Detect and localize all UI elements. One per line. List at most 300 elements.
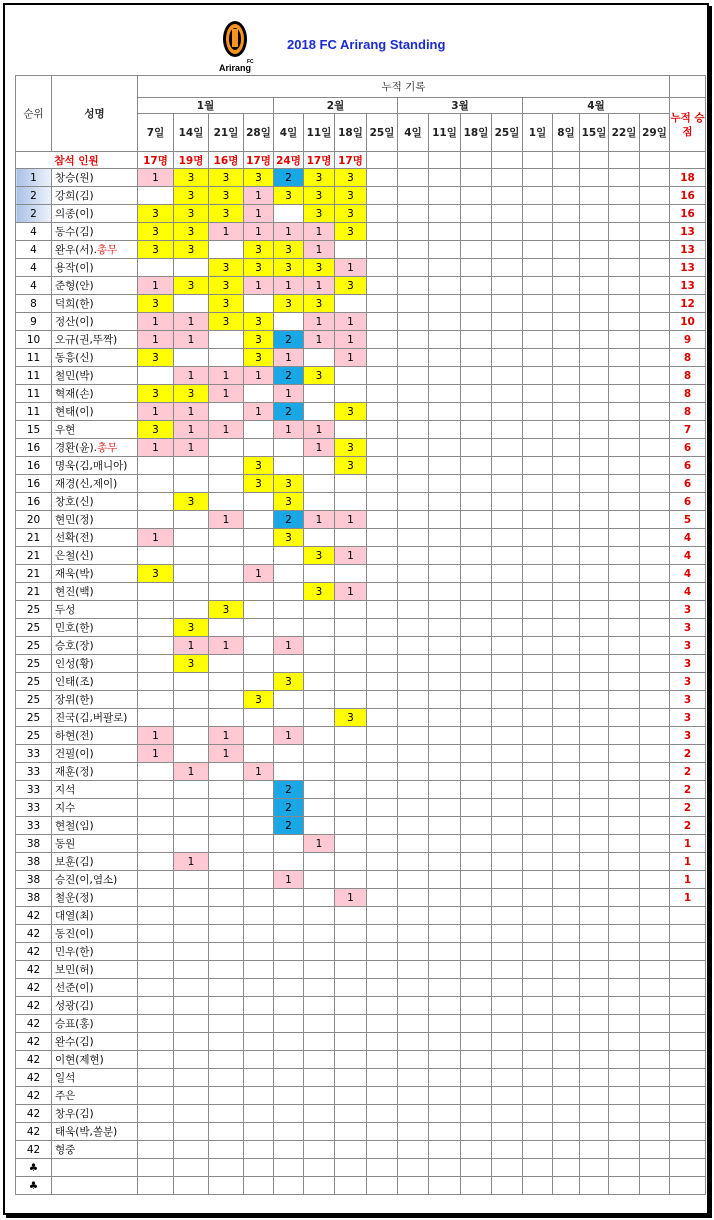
standings-table [15, 75, 706, 1195]
score-cell [367, 313, 398, 331]
score-cell [609, 493, 640, 511]
score-cell [492, 1069, 523, 1087]
score-cell [274, 1159, 304, 1177]
name-cell [52, 943, 138, 961]
score-cell [580, 673, 609, 691]
score-cell [244, 1141, 274, 1159]
score-cell [304, 745, 335, 763]
score-cell [429, 691, 461, 709]
score-cell [209, 907, 244, 925]
score-cell [274, 1087, 304, 1105]
attendance-count [609, 152, 640, 169]
score-cell [580, 475, 609, 493]
table-row [16, 313, 706, 331]
table-row [16, 385, 706, 403]
score-cell [523, 1087, 553, 1105]
score-cell: 1 [274, 277, 304, 295]
score-cell [492, 241, 523, 259]
score-cell [553, 1105, 580, 1123]
score-cell [609, 655, 640, 673]
score-cell [398, 979, 429, 997]
score-cell [609, 1015, 640, 1033]
total-cell: 13 [670, 223, 706, 241]
score-cell [523, 1051, 553, 1069]
score-cell: 1 [335, 331, 367, 349]
score-cell [367, 637, 398, 655]
score-cell [429, 475, 461, 493]
score-cell [304, 1177, 335, 1195]
score-cell [461, 745, 492, 763]
score-cell: 1 [304, 511, 335, 529]
score-cell [367, 619, 398, 637]
player-name: 창우(김) [55, 1108, 94, 1120]
player-name: 보민(허) [55, 964, 94, 976]
score-cell: 3 [244, 169, 274, 187]
rank-cell: 38 [16, 853, 52, 871]
total-cell: 16 [670, 187, 706, 205]
logo-sub-text: FC [247, 59, 254, 65]
score-cell: 3 [209, 205, 244, 223]
score-cell [209, 457, 244, 475]
month-header: 3월 [398, 98, 523, 114]
score-cell [553, 475, 580, 493]
attendance-count: 19명 [174, 152, 209, 169]
table-row [16, 1033, 706, 1051]
score-cell [640, 691, 670, 709]
score-cell: 1 [335, 259, 367, 277]
attendance-count [492, 152, 523, 169]
score-cell [274, 1177, 304, 1195]
total-cell: 6 [670, 457, 706, 475]
score-cell [492, 1033, 523, 1051]
score-cell [492, 1141, 523, 1159]
name-cell [52, 691, 138, 709]
score-cell [553, 817, 580, 835]
score-cell [335, 1015, 367, 1033]
rank-cell: 9 [16, 313, 52, 331]
table-row [16, 169, 706, 187]
player-name: 승진(이,염소) [55, 874, 118, 886]
score-cell [174, 565, 209, 583]
score-cell [492, 169, 523, 187]
player-name: 주은 [55, 1090, 76, 1102]
score-cell [429, 259, 461, 277]
table-row [16, 457, 706, 475]
score-cell [461, 313, 492, 331]
score-cell [429, 295, 461, 313]
player-name: 대열(최) [55, 910, 94, 922]
score-cell [398, 457, 429, 475]
rank-cell: 16 [16, 439, 52, 457]
score-cell [244, 637, 274, 655]
score-cell [367, 223, 398, 241]
score-cell [367, 835, 398, 853]
score-cell [429, 709, 461, 727]
score-cell [244, 1051, 274, 1069]
rank-cell: 25 [16, 709, 52, 727]
score-cell [274, 763, 304, 781]
total-cell: 3 [670, 637, 706, 655]
score-cell: 3 [304, 295, 335, 313]
score-cell [640, 1051, 670, 1069]
score-cell [429, 979, 461, 997]
rank-cell: 42 [16, 1141, 52, 1159]
score-cell [553, 889, 580, 907]
name-cell [52, 529, 138, 547]
score-cell [335, 475, 367, 493]
score-cell [580, 925, 609, 943]
score-cell [367, 889, 398, 907]
score-cell [523, 619, 553, 637]
score-cell [523, 259, 553, 277]
score-cell [609, 241, 640, 259]
score-cell [244, 1105, 274, 1123]
score-cell [304, 601, 335, 619]
score-cell [367, 1141, 398, 1159]
score-cell [335, 925, 367, 943]
score-cell [492, 1123, 523, 1141]
score-cell [304, 637, 335, 655]
rank-cell: 10 [16, 331, 52, 349]
total-cell: 13 [670, 277, 706, 295]
score-cell [367, 871, 398, 889]
score-cell [209, 673, 244, 691]
total-cell [670, 1087, 706, 1105]
score-cell [209, 997, 244, 1015]
score-cell [580, 781, 609, 799]
score-cell [174, 583, 209, 601]
score-cell [209, 925, 244, 943]
rank-cell: 42 [16, 1087, 52, 1105]
score-cell [367, 547, 398, 565]
score-cell [138, 835, 174, 853]
score-cell: 3 [138, 241, 174, 259]
score-cell [609, 943, 640, 961]
rank-cell: 38 [16, 871, 52, 889]
score-cell [609, 889, 640, 907]
score-cell: 3 [138, 421, 174, 439]
score-cell [398, 889, 429, 907]
rank-cell: 25 [16, 727, 52, 745]
score-cell [304, 943, 335, 961]
score-cell: 1 [138, 277, 174, 295]
score-cell [209, 493, 244, 511]
score-cell: 1 [335, 547, 367, 565]
score-cell [367, 511, 398, 529]
attendance-count [580, 152, 609, 169]
rank-cell: 42 [16, 961, 52, 979]
score-cell [209, 979, 244, 997]
score-cell [138, 1015, 174, 1033]
score-cell [461, 1177, 492, 1195]
score-cell [580, 1123, 609, 1141]
score-cell [398, 511, 429, 529]
score-cell [461, 403, 492, 421]
score-cell [523, 187, 553, 205]
score-cell [244, 1069, 274, 1087]
total-cell: 1 [670, 889, 706, 907]
score-cell [461, 547, 492, 565]
score-cell [138, 457, 174, 475]
score-cell [138, 1159, 174, 1177]
table-row [16, 1087, 706, 1105]
attendance-count [367, 152, 398, 169]
score-cell [461, 1123, 492, 1141]
score-cell [398, 547, 429, 565]
score-cell [640, 781, 670, 799]
score-cell: 3 [335, 403, 367, 421]
total-cell: 3 [670, 709, 706, 727]
score-cell [523, 817, 553, 835]
score-cell [640, 529, 670, 547]
table-row [16, 961, 706, 979]
score-cell [398, 403, 429, 421]
score-cell [335, 1051, 367, 1069]
table-row [16, 691, 706, 709]
rank-cell: 33 [16, 763, 52, 781]
player-name: 민호(한) [55, 622, 94, 634]
score-cell [244, 907, 274, 925]
score-cell [640, 1123, 670, 1141]
score-cell: 3 [335, 457, 367, 475]
score-cell: 1 [209, 385, 244, 403]
score-cell [398, 637, 429, 655]
total-cell: 6 [670, 493, 706, 511]
score-cell [174, 817, 209, 835]
score-cell: 3 [138, 349, 174, 367]
score-cell [553, 259, 580, 277]
player-name: 의종(이) [55, 208, 94, 220]
score-cell [640, 709, 670, 727]
name-cell [52, 709, 138, 727]
score-cell [523, 799, 553, 817]
score-cell [609, 997, 640, 1015]
score-cell [274, 961, 304, 979]
day-header: 11일 [304, 114, 335, 152]
score-cell [429, 421, 461, 439]
total-cell [670, 1123, 706, 1141]
score-cell [274, 1123, 304, 1141]
score-cell [640, 565, 670, 583]
score-cell: 3 [209, 313, 244, 331]
score-cell [580, 619, 609, 637]
score-cell [640, 259, 670, 277]
score-cell [335, 1087, 367, 1105]
score-cell [304, 871, 335, 889]
score-cell [609, 331, 640, 349]
score-cell [609, 259, 640, 277]
score-cell [609, 925, 640, 943]
score-cell [492, 763, 523, 781]
score-cell [244, 529, 274, 547]
score-cell [492, 619, 523, 637]
score-cell [580, 745, 609, 763]
score-cell [492, 961, 523, 979]
score-cell [174, 961, 209, 979]
score-cell: 3 [304, 547, 335, 565]
score-cell [553, 601, 580, 619]
score-cell [553, 1015, 580, 1033]
score-cell [461, 1033, 492, 1051]
score-cell [553, 529, 580, 547]
score-cell: 3 [244, 457, 274, 475]
attendance-count [398, 152, 429, 169]
score-cell [429, 673, 461, 691]
table-row [16, 799, 706, 817]
score-cell [244, 745, 274, 763]
score-cell [398, 529, 429, 547]
score-cell [461, 565, 492, 583]
score-cell: 1 [304, 331, 335, 349]
score-cell [640, 385, 670, 403]
total-cell: 3 [670, 727, 706, 745]
score-cell [461, 331, 492, 349]
score-cell [335, 619, 367, 637]
score-cell [367, 439, 398, 457]
score-cell: 3 [209, 295, 244, 313]
score-cell [640, 727, 670, 745]
score-cell [367, 475, 398, 493]
table-row [16, 853, 706, 871]
score-cell [209, 943, 244, 961]
score-cell: 3 [274, 529, 304, 547]
score-cell [492, 385, 523, 403]
score-cell: 1 [274, 385, 304, 403]
total-cell: 1 [670, 871, 706, 889]
score-cell [209, 655, 244, 673]
score-cell [580, 817, 609, 835]
score-cell [553, 385, 580, 403]
name-header: 성명 [52, 76, 138, 152]
day-header: 25일 [367, 114, 398, 152]
score-cell [174, 871, 209, 889]
rank-cell: 42 [16, 1105, 52, 1123]
score-cell [461, 691, 492, 709]
day-header: 4일 [398, 114, 429, 152]
score-cell [174, 601, 209, 619]
score-cell [609, 1087, 640, 1105]
score-cell [640, 889, 670, 907]
score-cell [640, 763, 670, 781]
score-cell [580, 1015, 609, 1033]
score-cell [640, 349, 670, 367]
rank-cell: ♣ [16, 1177, 52, 1195]
score-cell [523, 655, 553, 673]
score-cell [523, 547, 553, 565]
score-cell [492, 997, 523, 1015]
score-cell [335, 1069, 367, 1087]
score-cell [640, 169, 670, 187]
score-cell [429, 835, 461, 853]
attendance-count: 16명 [209, 152, 244, 169]
score-cell [138, 1123, 174, 1141]
score-cell: 3 [174, 655, 209, 673]
score-cell [174, 727, 209, 745]
score-cell [398, 259, 429, 277]
score-cell [523, 403, 553, 421]
table-row [16, 637, 706, 655]
score-cell [461, 295, 492, 313]
score-cell [335, 295, 367, 313]
score-cell [580, 1087, 609, 1105]
score-cell [553, 727, 580, 745]
score-cell [138, 979, 174, 997]
score-cell [429, 727, 461, 745]
score-cell [640, 583, 670, 601]
score-cell: 3 [304, 367, 335, 385]
attendance-count [429, 152, 461, 169]
score-cell [244, 925, 274, 943]
score-cell [461, 709, 492, 727]
score-cell [492, 529, 523, 547]
score-cell [209, 1123, 244, 1141]
score-cell [553, 943, 580, 961]
day-header: 11일 [429, 114, 461, 152]
score-cell [398, 331, 429, 349]
total-cell: 8 [670, 385, 706, 403]
name-cell [52, 925, 138, 943]
score-cell [174, 835, 209, 853]
score-cell [367, 187, 398, 205]
score-cell [640, 1033, 670, 1051]
score-cell [580, 187, 609, 205]
table-row [16, 673, 706, 691]
score-cell [274, 565, 304, 583]
score-cell [335, 961, 367, 979]
score-cell [304, 493, 335, 511]
score-cell: 1 [138, 745, 174, 763]
score-cell: 3 [209, 187, 244, 205]
score-cell [553, 709, 580, 727]
score-cell [640, 601, 670, 619]
score-cell [429, 1141, 461, 1159]
score-cell [274, 547, 304, 565]
month-header: 1월 [138, 98, 274, 114]
score-cell [640, 187, 670, 205]
player-name: 민우(한) [55, 946, 94, 958]
score-cell [367, 385, 398, 403]
score-cell [523, 1177, 553, 1195]
score-cell [304, 997, 335, 1015]
player-name: 두성 [55, 604, 76, 616]
rank-cell: 25 [16, 655, 52, 673]
score-cell [461, 241, 492, 259]
score-cell [429, 1177, 461, 1195]
player-name: 완수(김) [55, 1036, 94, 1048]
score-cell [244, 1159, 274, 1177]
name-cell [52, 619, 138, 637]
score-cell [398, 475, 429, 493]
score-cell [209, 1141, 244, 1159]
player-name: 재훈(정) [55, 766, 94, 778]
score-cell: 3 [174, 493, 209, 511]
score-cell [523, 169, 553, 187]
score-cell [304, 763, 335, 781]
score-cell [398, 1177, 429, 1195]
player-name: 건필(이) [55, 748, 94, 760]
score-cell [492, 907, 523, 925]
total-cell [670, 1033, 706, 1051]
score-cell: 3 [274, 295, 304, 313]
score-cell: 1 [244, 763, 274, 781]
name-cell [52, 745, 138, 763]
attendance-count [461, 152, 492, 169]
attendance-total-cell [670, 152, 706, 169]
total-cell: 2 [670, 817, 706, 835]
score-cell: 3 [274, 187, 304, 205]
score-cell [640, 871, 670, 889]
score-cell [523, 529, 553, 547]
